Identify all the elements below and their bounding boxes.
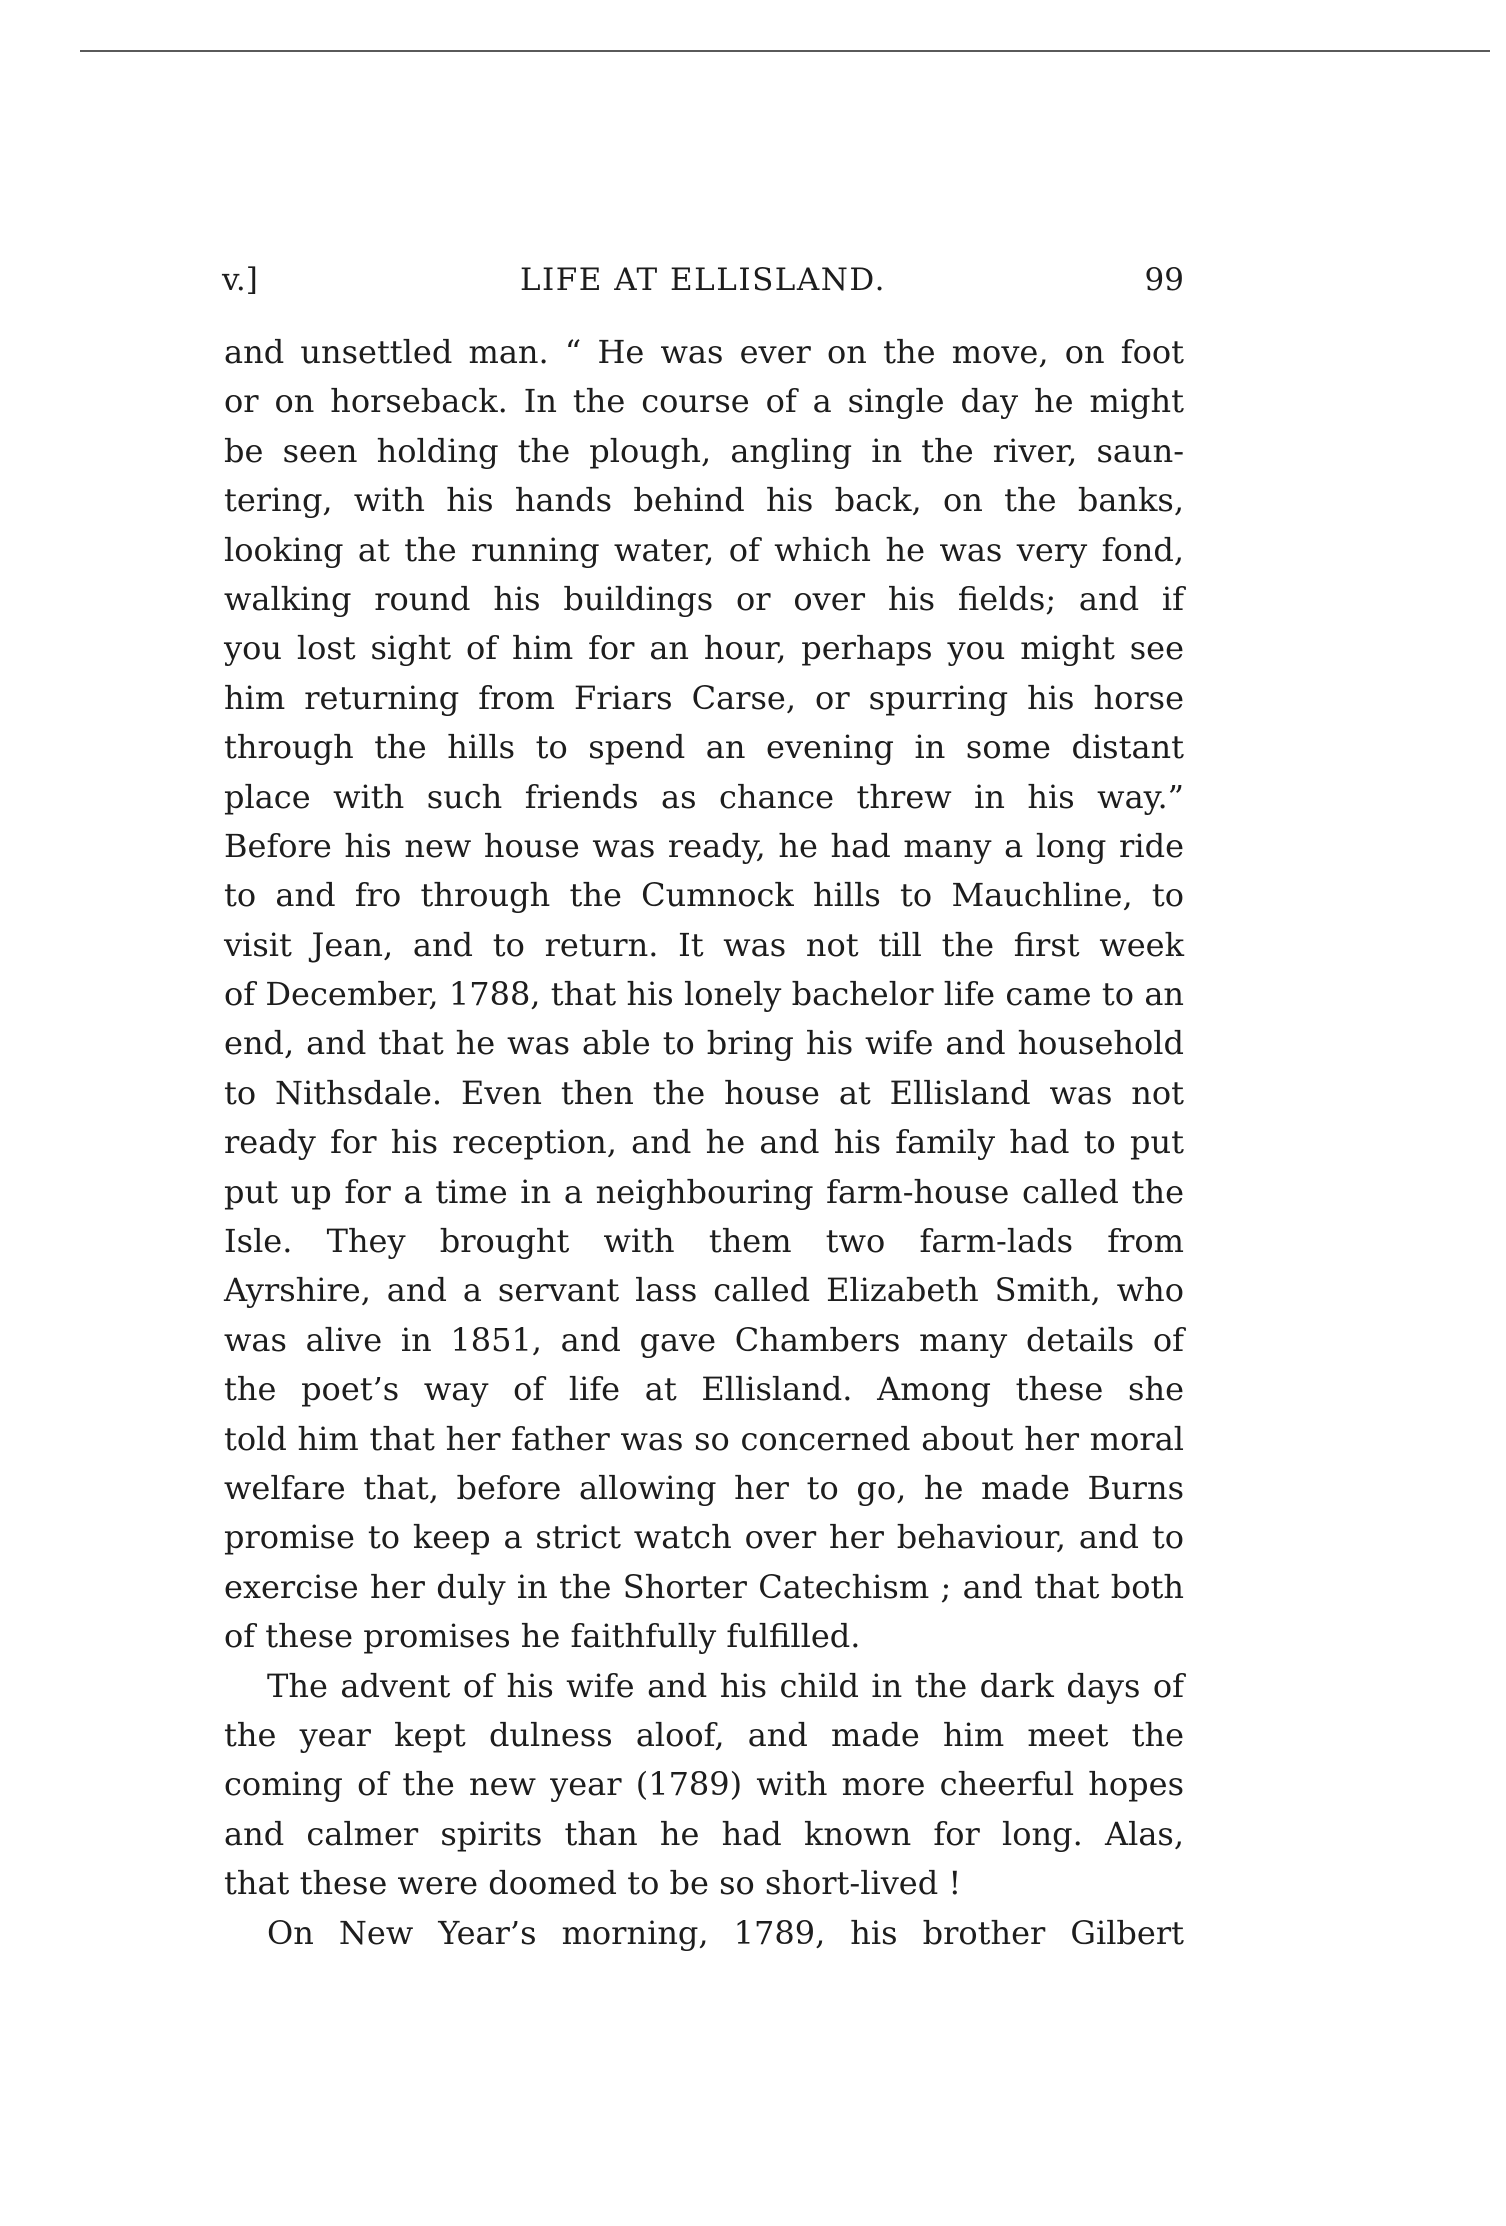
page-number: 99 <box>1144 262 1184 298</box>
text-line: that these were doomed to be so short-lived ! <box>224 1864 962 1903</box>
text-line: looking at the running water, of which he was very fond, <box>224 530 1184 569</box>
text-line: promise to keep a strict watch over her behaviour, and to <box>224 1518 1184 1557</box>
text-line: put up for a time in a neighbouring farm-house called the <box>224 1172 1184 1211</box>
top-rule <box>80 50 1490 52</box>
text-line: end, and that he was able to bring his wife and household <box>224 1024 1184 1063</box>
text-line: Isle. They brought with them two farm-lads from <box>224 1222 1184 1261</box>
body-text <box>224 328 1184 1958</box>
text-line: and calmer spirits than he had known for long. Alas, <box>224 1814 1184 1853</box>
text-line: ready for his reception, and he and his family had to put <box>224 1123 1184 1162</box>
text-line: walking round his buildings or over his fields; and if <box>224 579 1184 618</box>
paragraph <box>224 1662 1184 1909</box>
paragraph <box>224 328 1184 1662</box>
text-line: The advent of his wife and his child in the dark days of <box>267 1666 1184 1705</box>
text-line: the year kept dulness aloof, and made him meet the <box>224 1715 1184 1754</box>
text-line: was alive in 1851, and gave Chambers many details of <box>224 1320 1184 1359</box>
text-line: place with such friends as chance threw in his way.” <box>224 777 1184 816</box>
text-line: exercise her duly in the Shorter Catechism ; and that both <box>224 1567 1184 1606</box>
chapter-number: v.] <box>222 262 258 298</box>
text-line: visit Jean, and to return. It was not till the first week <box>224 925 1184 964</box>
text-line: On New Year’s morning, 1789, his brother Gilbert <box>267 1913 1184 1952</box>
text-line: to Nithsdale. Even then the house at Ellisland was not <box>224 1073 1184 1112</box>
text-line: tering, with his hands behind his back, on the banks, <box>224 481 1184 520</box>
text-line: through the hills to spend an evening in some distant <box>224 728 1184 767</box>
paragraph <box>224 1909 1184 1958</box>
running-title: LIFE AT ELLISLAND. <box>519 262 887 298</box>
text-line: the poet’s way of life at Ellisland. Among these she <box>224 1370 1184 1409</box>
text-line: coming of the new year (1789) with more cheerful hopes <box>224 1765 1184 1804</box>
text-line: welfare that, before allowing her to go, he made Burns <box>224 1468 1184 1507</box>
text-line: or on horseback. In the course of a single day he might <box>224 382 1184 421</box>
text-line: of these promises he faithfully fulfilled. <box>224 1617 861 1656</box>
running-head <box>222 258 1184 302</box>
text-line: Ayrshire, and a servant lass called Elizabeth Smith, who <box>224 1271 1184 1310</box>
text-line: you lost sight of him for an hour, perhaps you might see <box>224 629 1184 668</box>
text-line: Before his new house was ready, he had many a long ride <box>224 826 1184 865</box>
text-line: told him that her father was so concerned about her moral <box>224 1419 1184 1458</box>
text-line: him returning from Friars Carse, or spurring his horse <box>224 678 1184 717</box>
text-line: be seen holding the plough, angling in the river, saun- <box>224 431 1184 470</box>
text-line: and unsettled man. “ He was ever on the move, on foot <box>224 333 1184 371</box>
text-line: to and fro through the Cumnock hills to Mauchline, to <box>224 876 1184 915</box>
text-line: of December, 1788, that his lonely bachelor life came to an <box>224 975 1184 1014</box>
